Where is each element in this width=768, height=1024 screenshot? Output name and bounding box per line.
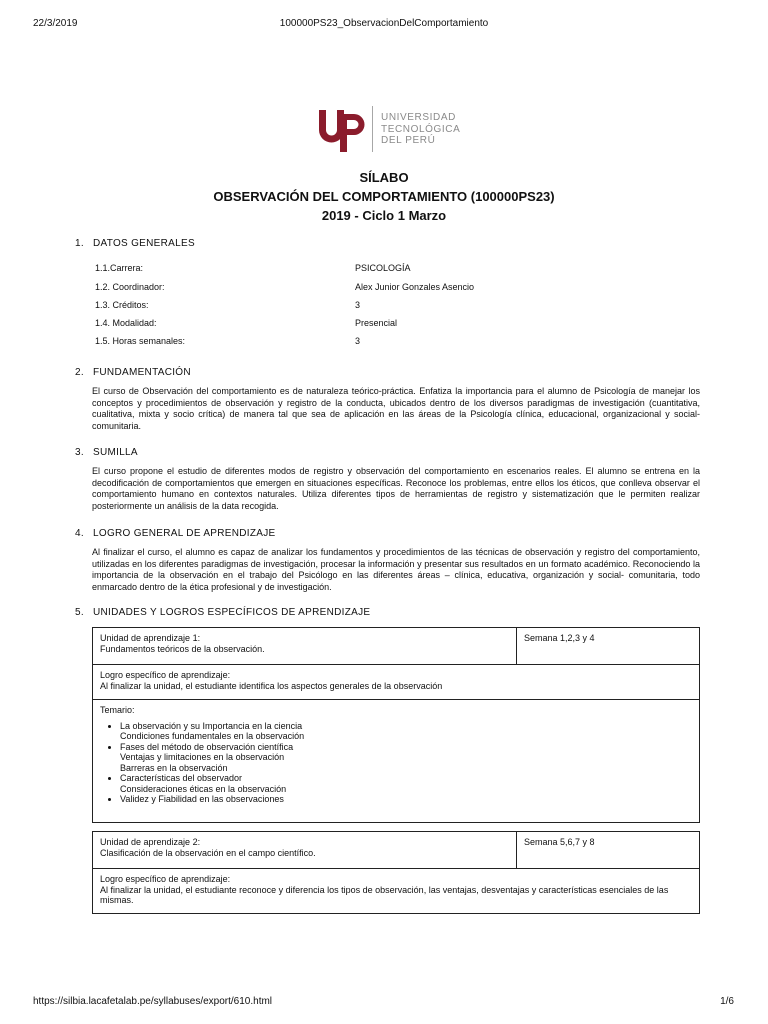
unidad-2-title-cell [93, 832, 517, 868]
logo-wordmark: UNIVERSIDAD TECNOLÓGICA DEL PERÚ [381, 112, 461, 146]
datos-value: 3 [355, 336, 361, 346]
unidad-1-table [92, 627, 700, 823]
unidad-1-temario-row [93, 700, 699, 822]
temario-label: Temario: [100, 705, 135, 715]
title-silabo: SÍLABO [359, 170, 409, 185]
unidad-2-table [92, 831, 700, 914]
unidad-1-header-row [93, 628, 699, 665]
section-heading-sumilla: 3. SUMILLA [75, 447, 138, 458]
unidad-2-logro-label: Logro específico de aprendizaje: [100, 874, 231, 884]
unidad-2-subtitle: Clasificación de la observación en el campo científico. [100, 847, 316, 858]
temario-item: • La observación y su Importancia en la ciencia [120, 721, 692, 732]
unidad-1-logro-row [93, 665, 699, 700]
fundamentacion-text: El curso de Observación del comportamiento es de naturaleza teórico-práctica. Enfatiza la importancia para el alumno de Psicología de manejar los conceptos y procedimientos de observación y registro de la conducta, ubicados dentro de los diversos paradigmas de investigación (cuantitativa, cualitativa, mixta y socio crítica) de manera tal que sea de aplicación en las áreas de la Psicología clínica, educacional, organizacional y social-comunitaria. [92, 386, 700, 431]
unidad-1-weeks: Semana 1,2,3 y 4 [524, 633, 595, 643]
temario-item: Ventajas y limitaciones en la observación [120, 752, 285, 762]
datos-value: Presencial [355, 318, 398, 328]
document-titles [0, 168, 768, 225]
unidad-1-temario-cell [93, 700, 699, 822]
datos-label: 1.5. Horas semanales: [95, 336, 186, 346]
unidad-1-subtitle: Fundamentos teóricos de la observación. [100, 643, 265, 654]
sumilla-text: El curso propone el estudio de diferentes modos de registro y observación del comportamiento en escenarios reales. El alumno se entrena en la decodificación de comportamientos que emergen en situaciones específicas. Reconoce los problemas, entre ellos los éticos, que conlleva observar el comportamiento humano en contextos naturales. Utiliza diferentes tipos de herramientas de registro y sistematización que le permiten realizar posteriormente un análisis de la data recogida. [92, 466, 700, 511]
section-heading-fundamentacion: 2. FUNDAMENTACIÓN [75, 367, 191, 378]
temario-list [100, 721, 692, 805]
unidad-1-title-cell [93, 628, 517, 664]
logo-divider [372, 106, 373, 152]
datos-value: PSICOLOGÍA [355, 263, 411, 273]
unidad-2-title: Unidad de aprendizaje 2: [100, 837, 201, 847]
unidad-2-weeks: Semana 5,6,7 y 8 [524, 837, 595, 847]
datos-label: 1.2. Coordinador: [95, 282, 165, 292]
temario-item: • Validez y Fiabilidad en las observaciones [120, 794, 692, 805]
title-cycle: 2019 - Ciclo 1 Marzo [321, 208, 447, 223]
temario-item: Consideraciones éticas en la observación [120, 783, 287, 794]
print-date: 22/3/2019 [33, 18, 78, 29]
section-heading-logro-general: 4. LOGRO GENERAL DE APRENDIZAJE [75, 528, 276, 539]
print-page-title: 100000PS23_ObservacionDelComportamiento [279, 18, 489, 29]
unidad-1-logro-text: Al finalizar la unidad, el estudiante identifica los aspectos generales de la observación [100, 680, 443, 691]
print-url[interactable]: https://silbia.lacafetalab.pe/syllabuses/export/610.html [33, 996, 273, 1007]
temario-item: • Fases del método de observación científica [120, 742, 692, 753]
section-heading-datos-generales: 1. DATOS GENERALES [75, 238, 195, 249]
temario-item: Condiciones fundamentales en la observación [120, 731, 305, 741]
datos-value: Alex Junior Gonzales Asencio [355, 282, 475, 292]
datos-label: 1.4. Modalidad: [95, 318, 157, 328]
datos-value: 3 [355, 300, 361, 310]
temario-item: Barreras en la observación [120, 762, 228, 773]
logro-general-text: Al finalizar el curso, el alumno es capaz de analizar los fundamentos y procedimientos de las técnicas de observación y registro del comportamiento, utilizadas en los diferentes paradigmas de investigación, procesar la información y presentar sus resultados en un formato académico. Reconociendo la importancia de la observación en el trabajo del Psicólogo en las diferentes áreas – clínica, educativa, organización y social- comunitaria, todo enmarcado dentro de la ética profesional y de investigación. [92, 547, 700, 592]
title-course: OBSERVACIÓN DEL COMPORTAMIENTO (100000PS23) [213, 189, 555, 204]
temario-item: • Características del observador [120, 773, 692, 784]
unidad-1-logro-label: Logro específico de aprendizaje: [100, 670, 231, 680]
unidad-2-logro-text: Al finalizar la unidad, el estudiante reconoce y diferencia los tipos de observación, las ventajas, desventajas y características esenciales de las mismas. [100, 884, 669, 905]
datos-label: 1.1.Carrera: [95, 263, 144, 273]
unidad-2-logro-row [93, 869, 699, 913]
unidad-2-logro-cell [93, 869, 699, 913]
datos-label: 1.3. Créditos: [95, 300, 149, 310]
print-page-number: 1/6 [720, 996, 734, 1007]
unidad-1-title: Unidad de aprendizaje 1: [100, 633, 201, 643]
unidad-2-header-row [93, 832, 699, 869]
unidad-1-logro-cell [93, 665, 699, 699]
section-heading-unidades: 5. UNIDADES Y LOGROS ESPECÍFICOS DE APRENDIZAJE [75, 607, 371, 618]
